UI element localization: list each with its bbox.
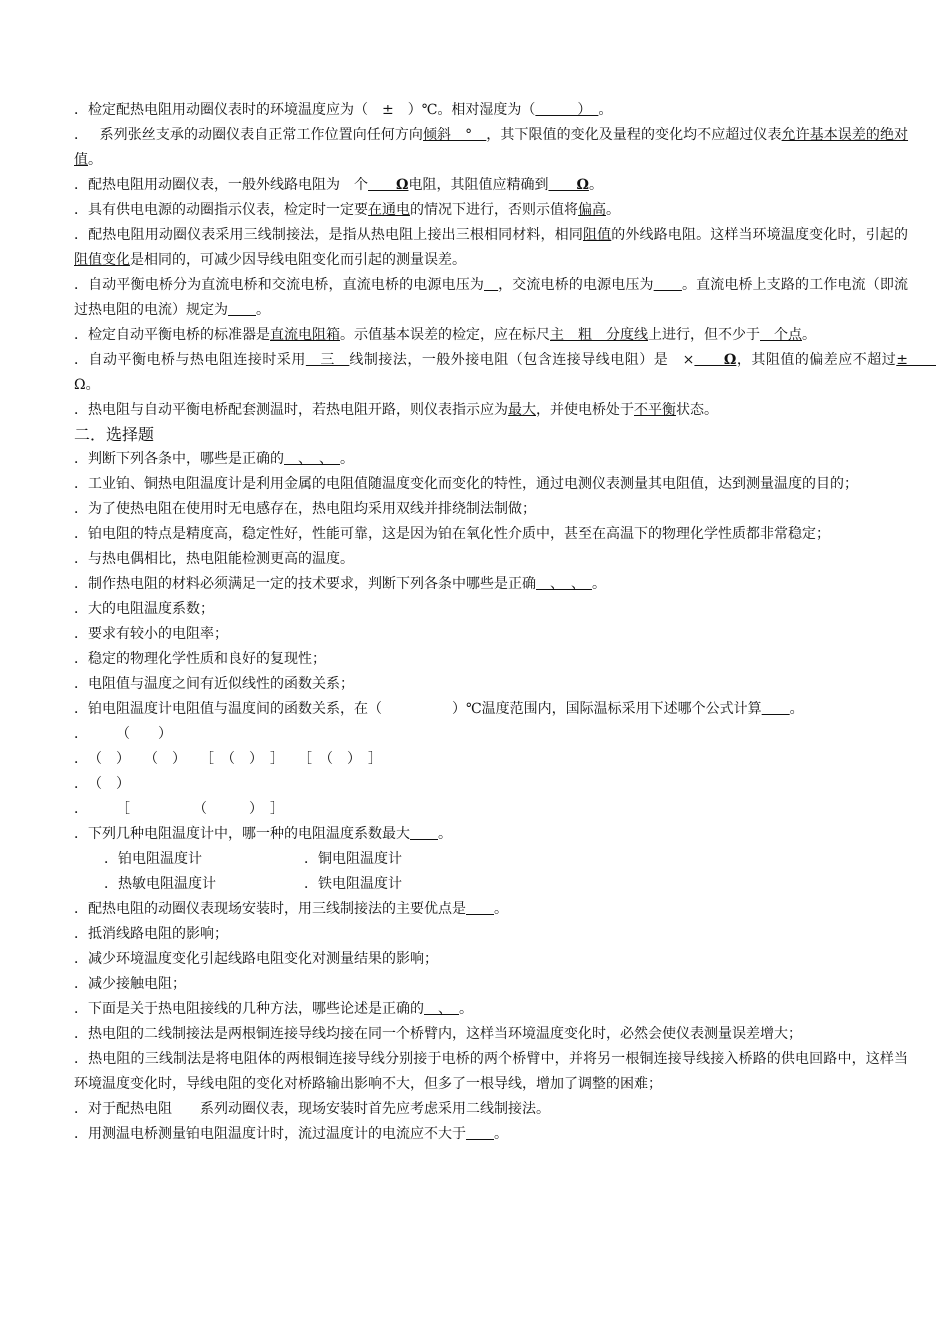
option-item: ．铁电阻温度计 xyxy=(304,876,402,892)
fill-item-3: ．配热电阻用动圈仪表，一般外线路电阻为 个 Ω电阻，其阻值应精确到 Ω。 xyxy=(74,177,603,193)
option-item: ．工业铂、铜热电阻温度计是利用金属的电阻值随温度变化而变化的特性，通过电测仪表测量其电阻值，达到测量温度的目的； xyxy=(74,476,858,492)
option-item: ．电阻值与温度之间有近似线性的函数关系； xyxy=(74,676,354,692)
question-4: ．下列几种电阻温度计中，哪一种的电阻温度系数最大 。 xyxy=(74,826,452,842)
question-6: ．下面是关于热电阻接线的几种方法，哪些论述是正确的 、 。 xyxy=(74,1001,473,1017)
option-item: ．铂电阻的特点是精度高，稳定性好，性能可靠，这是因为铂在氧化性介质中，甚至在高温下的物理化学性质都非常稳定； xyxy=(74,526,830,542)
option-item: ．热电阻的二线制接法是两根铜连接导线均接在同一个桥臂内，这样当环境温度变化时，必然会使仪表测量误差增大； xyxy=(74,1026,802,1042)
question-5: ．配热电阻的动圈仪表现场安装时，用三线制接法的主要优点是 。 xyxy=(74,901,508,917)
option-item: ．稳定的物理化学性质和良好的复现性； xyxy=(74,651,326,667)
option-item: ．抵消线路电阻的影响； xyxy=(74,926,228,942)
fill-item-6: ．自动平衡电桥分为直流电桥和交流电桥，直流电桥的电源电压为 ，交流电桥的电源电压为 。直流电桥上支路的工作电流（即流过热电阻的电流）规定为 。 xyxy=(74,277,909,318)
option-item: ． （ ） （ ） ［ （ ） ］ ［ （ ） ］ xyxy=(74,751,382,767)
section-heading: 二．选择题 xyxy=(74,425,155,444)
option-item: ．对于配热电阻 系列动圈仪表，现场安装时首先应考虑采用二线制接法。 xyxy=(74,1101,550,1117)
option-item: ．铜电阻温度计 xyxy=(304,851,402,867)
question-1: ．判断下列各条中，哪些是正确的 、 、 。 xyxy=(74,451,354,467)
fill-item-8: ．自动平衡电桥与热电阻连接时采用 三 线制接法，一般外接电阻（包含连接导线电阻）是 × Ω，其阻值的偏差应不超过± Ω。 xyxy=(74,352,936,393)
option-row xyxy=(104,872,908,897)
option-item: ．热电阻的三线制法是将电阻体的两根铜连接导线分别接于电桥的两个桥臂中，并将另一根铜连接导线接入桥路的供电回路中，这样当环境温度变化时，导线电阻的变化对桥路输出影响不大，但多了一根导线，增加了调整的困难； xyxy=(74,1051,908,1092)
fill-item-5: ．配热电阻用动圈仪表采用三线制接法，是指从热电阻上接出三根相同材料，相同阻值的外线路电阻。这样当环境温度变化时，引起的阻值变化是相同的，可减少因导线电阻变化而引起的测量误差。 xyxy=(74,227,909,268)
option-item: ．为了使热电阻在使用时无电感存在，热电阻均采用双线并排绕制法制做； xyxy=(74,501,536,517)
fill-item-9: ．热电阻与自动平衡电桥配套测温时，若热电阻开路，则仪表指示应为最大，并使电桥处于不平衡状态。 xyxy=(74,402,718,418)
fill-item-4: ．具有供电电源的动圈指示仪表，检定时一定要在通电的情况下进行，否则示值将偏高。 xyxy=(74,202,620,218)
option-item: ．热敏电阻温度计 xyxy=(104,876,216,892)
option-row xyxy=(104,847,908,872)
fill-item-2: ． 系列张丝支承的动圈仪表自正常工作位置向任何方向倾斜 ° ，其下限值的变化及量程的变化均不应超过仪表允许基本误差的绝对值。 xyxy=(74,127,909,168)
option-item: ． （ ） xyxy=(74,726,172,742)
question-3: ．铂电阻温度计电阻值与温度间的函数关系，在（ ）℃温度范围内，国际温标采用下述哪个公式计算 。 xyxy=(74,701,804,717)
fill-item-7: ．检定自动平衡电桥的标准器是直流电阻箱。示值基本误差的检定，应在标尺主 粗 分度线上进行，但不少于 个点。 xyxy=(74,327,816,343)
option-item: ． （ ） xyxy=(74,776,130,792)
option-item: ． ［ （ ） ］ xyxy=(74,801,284,817)
question-7: ．用测温电桥测量铂电阻温度计时，流过温度计的电流应不大于 。 xyxy=(74,1126,508,1142)
option-item: ．减少环境温度变化引起线路电阻变化对测量结果的影响； xyxy=(74,951,438,967)
option-item: ．要求有较小的电阻率； xyxy=(74,626,228,642)
option-item: ．大的电阻温度系数； xyxy=(74,601,214,617)
option-item: ．减少接触电阻； xyxy=(74,976,186,992)
option-item: ．铂电阻温度计 xyxy=(104,851,202,867)
option-item: ．与热电偶相比，热电阻能检测更高的温度。 xyxy=(74,551,354,567)
fill-item-1: ．检定配热电阻用动圈仪表时的环境温度应为（ ± ）℃。相对湿度为（ ） 。 xyxy=(74,102,613,118)
question-2: ．制作热电阻的材料必须满足一定的技术要求，判断下列各条中哪些是正确 、 、 。 xyxy=(74,576,606,592)
